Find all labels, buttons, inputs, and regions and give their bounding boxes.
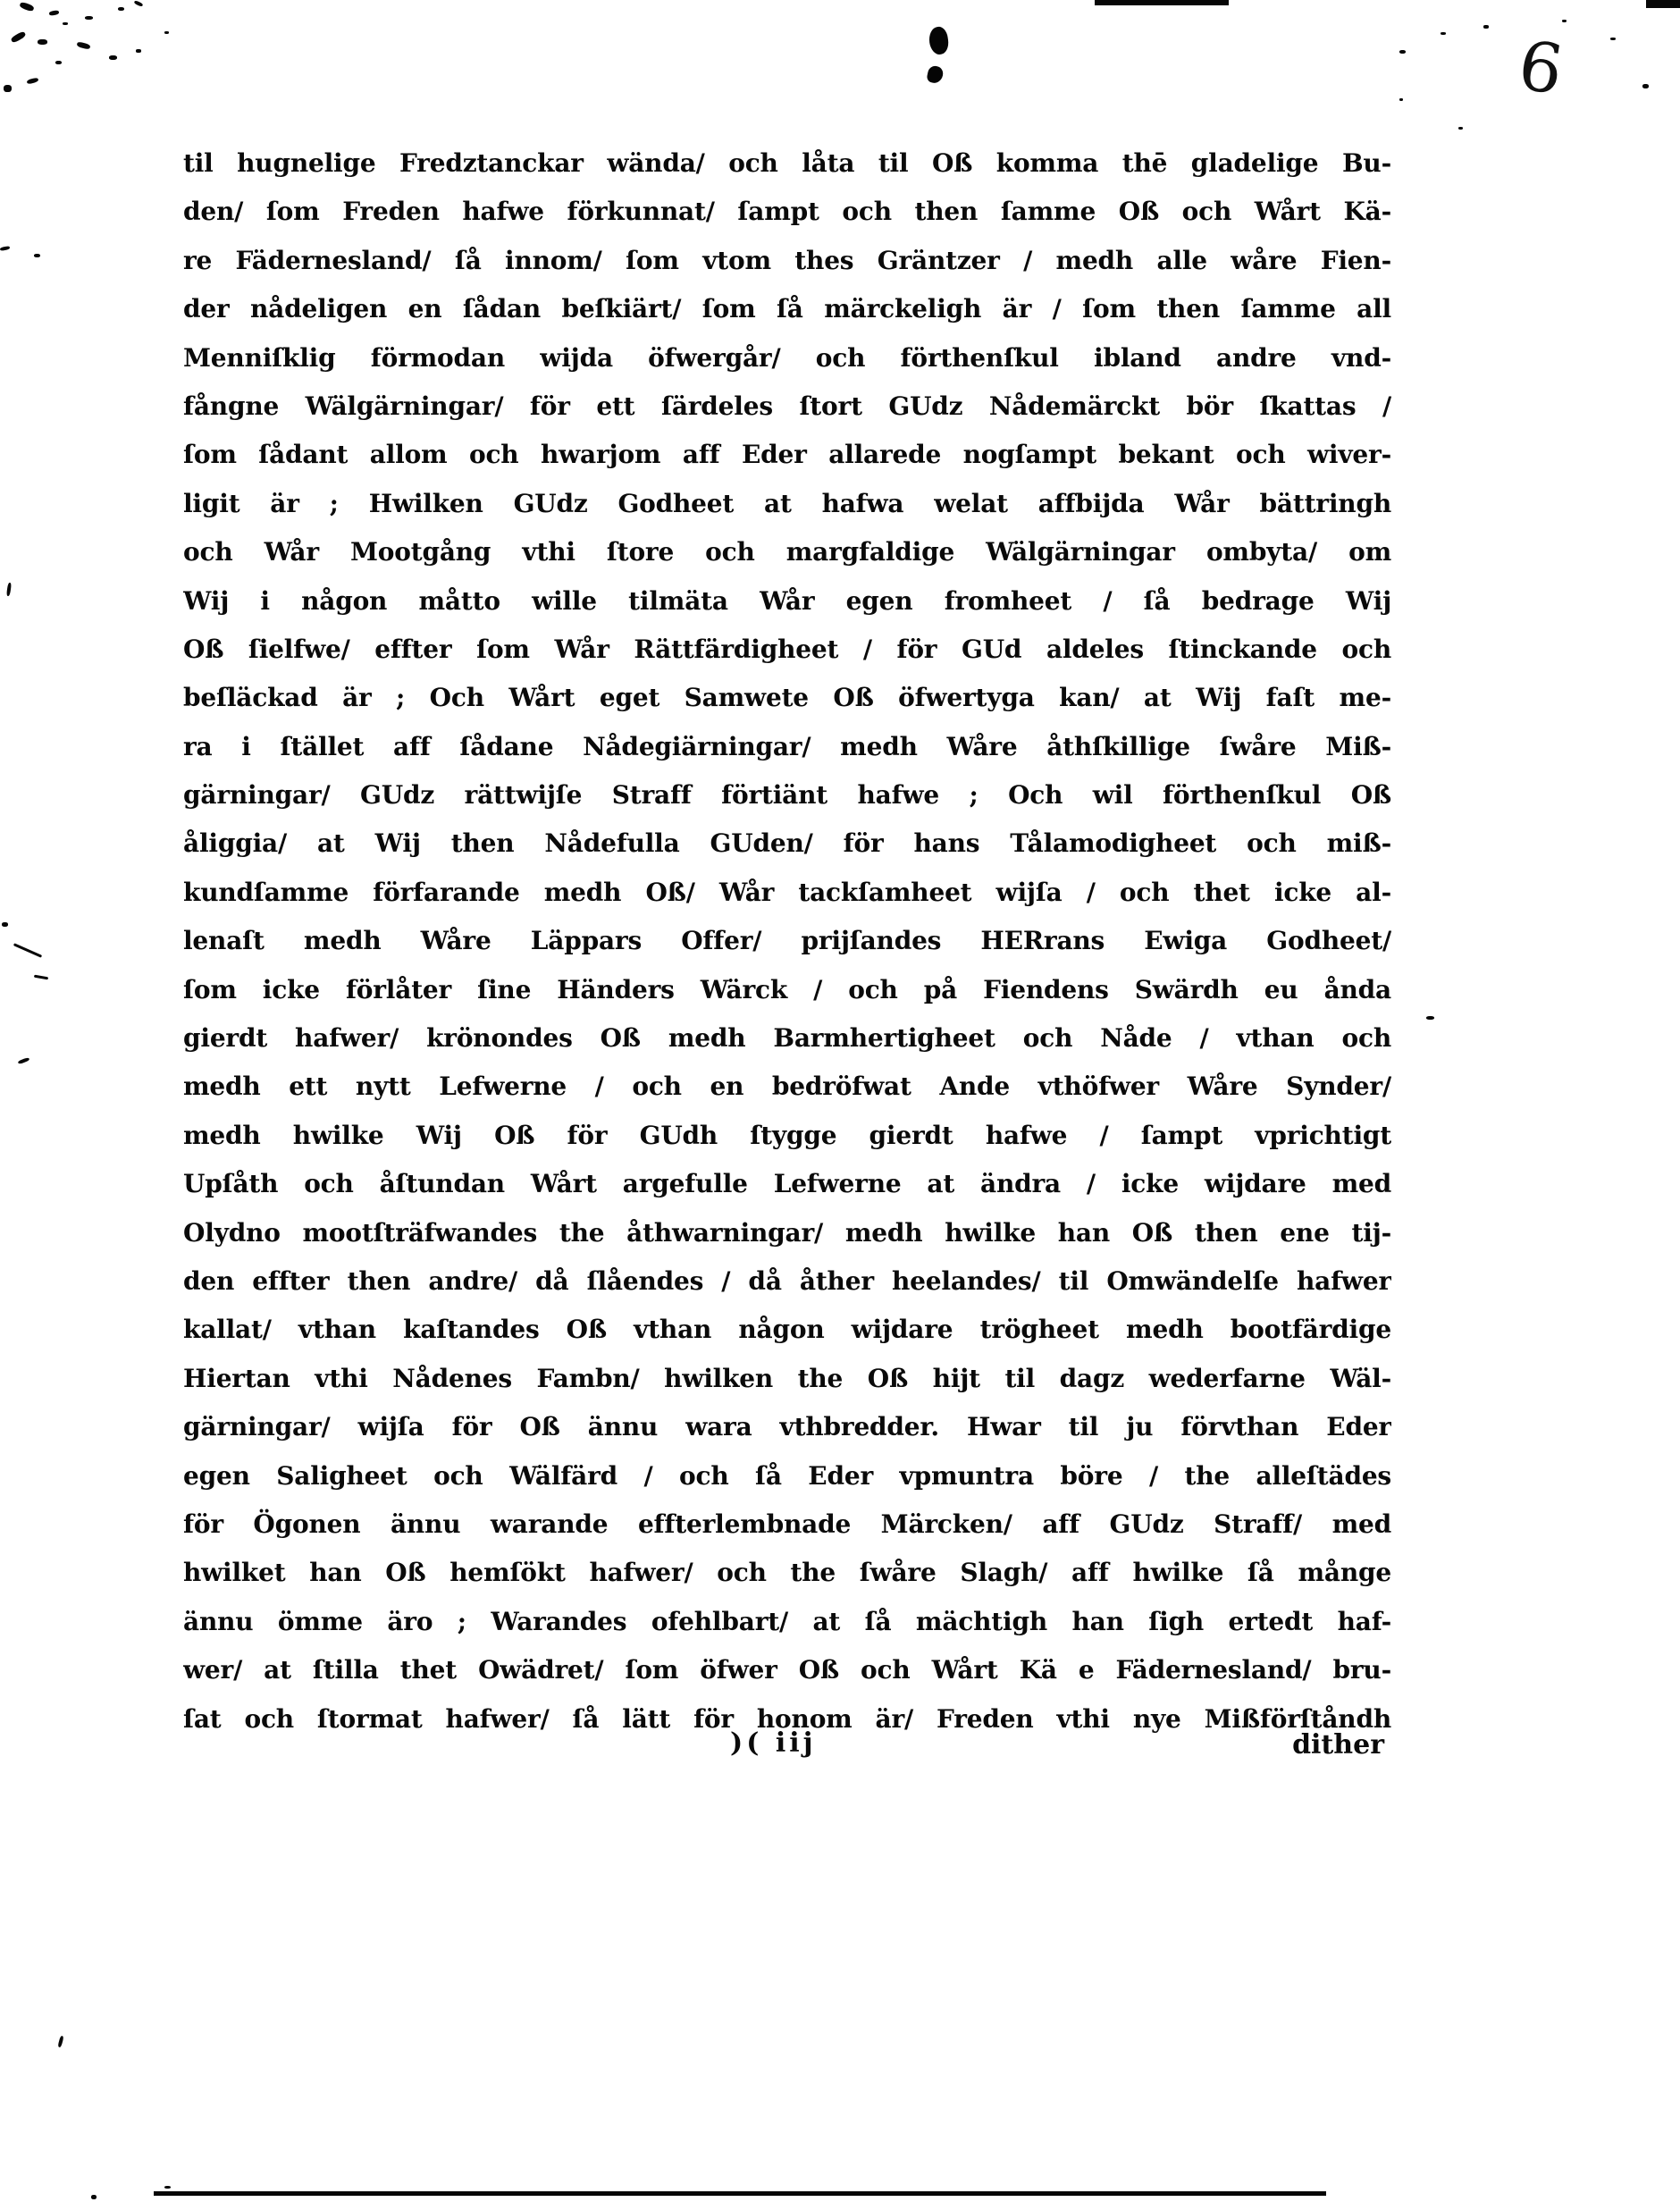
text-line: ſat och ſtormat hafwer/ ſå lätt för honom är/ Freden vthi nye Mißförſtåndh <box>183 1703 1391 1734</box>
text-line: den effter then andre/ då ſlåendes / då åther heelandes/ til Omwändelſe hafwer <box>183 1265 1391 1296</box>
ink-speckle <box>19 1 34 12</box>
ink-speckle <box>1441 32 1446 35</box>
catchword: dither <box>1292 1729 1384 1761</box>
ink-speckle <box>136 49 141 53</box>
text-line: Wij i någon måtto wille tilmäta Wår egen fromheet / ſå bedrage Wij <box>183 585 1391 616</box>
ornament-dot-top <box>928 26 950 56</box>
text-line: gierdt hafwer/ krönondes Oß medh Barmhertigheet och Nåde / vthan och <box>183 1023 1391 1054</box>
text-line: kundſamme förfarande medh Oß/ Wår tackſamheet wijſa / och thet icke al- <box>183 877 1391 907</box>
ink-speckle <box>38 39 47 45</box>
ink-speckle <box>34 254 40 257</box>
text-line: Menniſklig förmodan wijda öfwergår/ och förthenſkul ibland andre vnd- <box>183 342 1391 373</box>
text-line: fångne Wälgärningar/ för ett ſärdeles ſtort GUdz Nådemärckt bör ſkattas / <box>183 391 1391 421</box>
ink-speckle <box>18 1057 30 1064</box>
ink-speckle <box>1426 1016 1434 1020</box>
text-line: beſläckad är ; Och Wårt eget Samwete Oß öfwertyga kan/ at Wij faſt me- <box>183 683 1391 713</box>
text-line: kallat/ vthan kaſtandes Oß vthan någon wijdare trögheet medh bootfärdige <box>183 1315 1391 1345</box>
folio-number: 6 <box>1513 24 1569 111</box>
signature-mark: )( iij <box>730 1727 817 1759</box>
ink-speckle <box>1642 84 1649 88</box>
ink-speckle <box>55 61 62 64</box>
text-line: ſom icke förlåter ſine Händers Wärck / och på Fiendens Swärdh eu ånda <box>183 974 1391 1004</box>
text-line: ligit är ; Hwilken GUdz Godheet at hafwa welat affbijda Wår bättringh <box>183 488 1391 518</box>
text-line: ra i ſtället aff ſådane Nådegiärningar/ medh Wåre åthſkillige ſwåre Miß- <box>183 731 1391 761</box>
ink-speckle <box>2 922 8 927</box>
text-line: der nådeligen en ſådan beſkiärt/ ſom ſå märckeligh är / ſom then ſamme all <box>183 294 1391 324</box>
ink-speckle <box>1562 20 1567 22</box>
text-line: medh hwilke Wij Oß för GUdh ſtygge gierdt hafwe / ſampt vprichtigt <box>183 1120 1391 1150</box>
ink-speckle <box>164 31 169 34</box>
text-line: re Fädernesland/ ſå innom/ ſom vtom thes Gräntzer / medh alle wåre Fien- <box>183 245 1391 275</box>
ink-speckle <box>1399 50 1406 54</box>
text-line: ſom ſådant allom och hwarjom aff Eder allarede nogſampt bekant och wiver- <box>183 440 1391 470</box>
text-line: gärningar/ GUdz rättwijſe Straff förtiänt hafwe ; Och wil förthenſkul Oß <box>183 780 1391 811</box>
text-line: Olydno mootſträfwandes the åthwarningar/ medh hwilke han Oß then ene tij- <box>183 1217 1391 1248</box>
text-line: hwilket han Oß hemſökt hafwer/ och the ſwåre Slagh/ aff hwilke ſå månge <box>183 1558 1391 1588</box>
text-block <box>183 139 1391 1744</box>
text-line: Oß ſielfwe/ effter ſom Wår Rättfärdigheet / för GUd aldeles ſtinckande och <box>183 634 1391 664</box>
ornament-dot-bottom <box>926 64 945 84</box>
ink-speckle <box>13 943 42 958</box>
ink-speckle <box>1458 127 1463 130</box>
text-line: åliggia/ at Wij then Nådefulla GUden/ för hans Tålamodigheet och miß- <box>183 828 1391 859</box>
ink-speckle <box>85 16 93 20</box>
ink-speckle <box>91 2195 97 2199</box>
ink-speckle <box>76 41 90 50</box>
text-line: til hugnelige Fredztanckar wända/ och låta til Oß komma thē gladelige Bu- <box>183 148 1391 178</box>
ink-speckle <box>1610 38 1616 40</box>
ink-speckle <box>4 85 12 92</box>
text-line: ännu ömme äro ; Warandes ofehlbart/ at ſå mächtigh han ſigh ertedt haf- <box>183 1606 1391 1636</box>
ink-speckle <box>6 583 12 596</box>
text-line: Upſåth och åſtundan Wårt argefulle Lefwerne at ändra / icke wijdare med <box>183 1169 1391 1199</box>
ink-speckle <box>27 77 39 84</box>
scan-edge-artifact <box>154 2191 1326 2196</box>
footer-row <box>183 1720 1391 1774</box>
scan-edge-artifact <box>1646 0 1680 8</box>
ink-speckle <box>118 7 124 11</box>
ink-speckle <box>63 22 68 25</box>
ink-speckle <box>1483 25 1489 29</box>
text-line: egen Saligheet och Wälfärd / och ſå Eder vpmuntra böre / the alleſtädes <box>183 1460 1391 1491</box>
text-line: den/ ſom Freden hafwe förkunnat/ ſampt och then ſamme Oß och Wårt Kä- <box>183 197 1391 227</box>
ink-speckle <box>10 30 26 44</box>
text-line: för Ögonen ännu warande effterlembnade Märcken/ aff GUdz Straff/ med <box>183 1509 1391 1539</box>
ornament-colon <box>928 27 951 86</box>
text-line: och Wår Mootgång vthi ſtore och margfaldige Wälgärningar ombyta/ om <box>183 537 1391 567</box>
text-line: wer/ at ſtilla thet Owädret/ ſom öfwer Oß och Wårt Kä e Fädernesland/ bru- <box>183 1655 1391 1685</box>
text-line: lenaſt medh Wåre Läppars Offer/ prijſandes HERrans Ewiga Godheet/ <box>183 926 1391 956</box>
ink-speckle <box>34 975 48 980</box>
ink-speckle <box>1399 98 1403 101</box>
ink-speckle <box>0 246 10 251</box>
scan-edge-artifact <box>1095 0 1229 5</box>
ink-speckle <box>164 2186 171 2189</box>
ink-speckle <box>57 2036 63 2048</box>
text-line: Hiertan vthi Nådenes Fambn/ hwilken the Oß hijt til dagz wederfarne Wäl- <box>183 1363 1391 1393</box>
ink-speckle <box>49 10 60 16</box>
text-line: medh ett nytt Lefwerne / och en bedröfwat Ande vthöfwer Wåre Synder/ <box>183 1072 1391 1102</box>
text-line: gärningar/ wijſa för Oß ännu wara vthbredder. Hwar til ju förvthan Eder <box>183 1412 1391 1442</box>
ink-speckle <box>109 55 117 60</box>
ink-speckle <box>134 0 144 7</box>
